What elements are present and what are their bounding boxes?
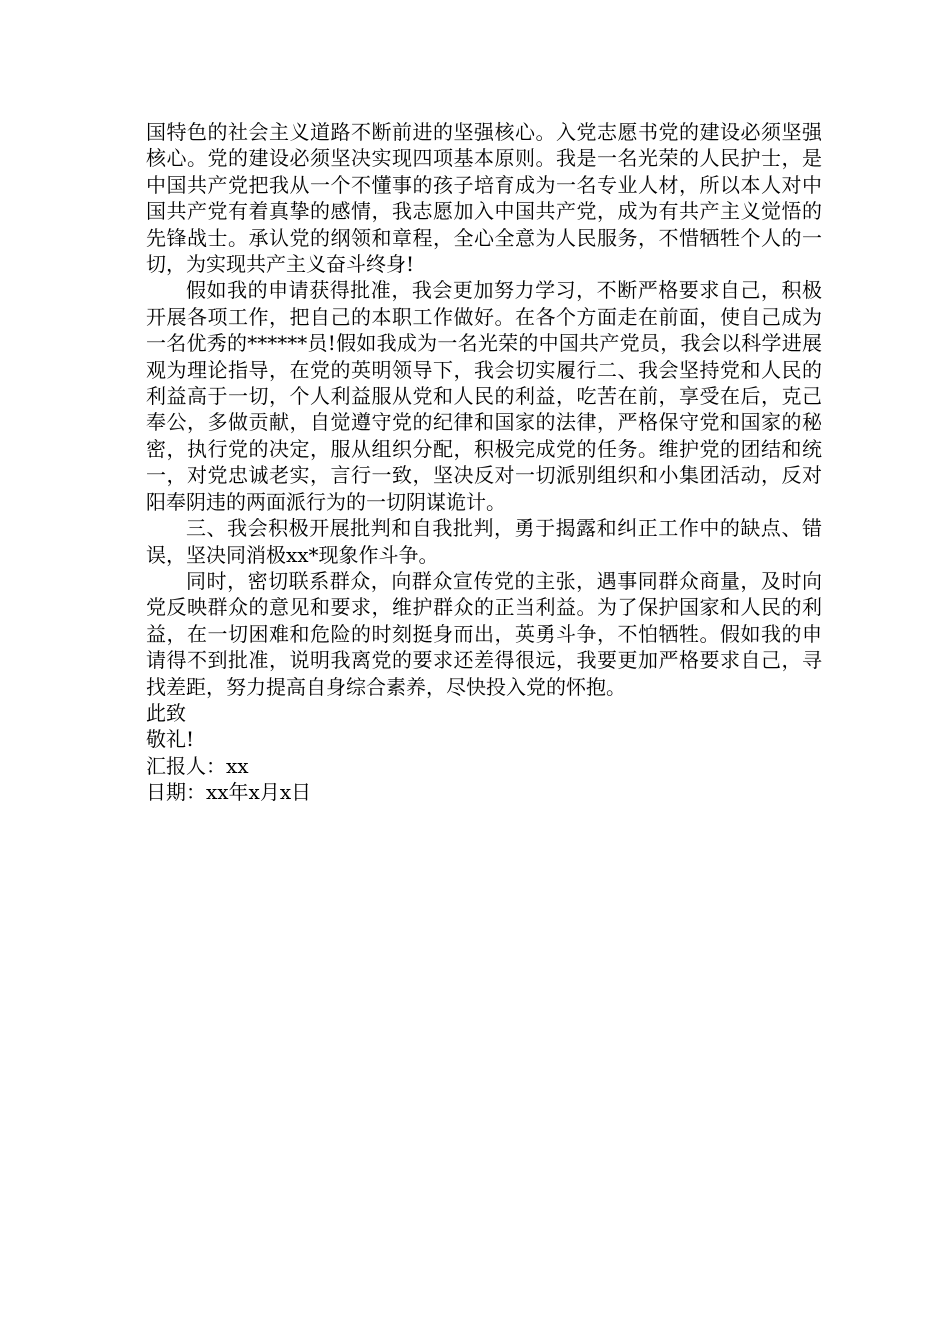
paragraph-2: 假如我的申请获得批准，我会更加努力学习，不断严格要求自己，积极开展各项工作，把自己的本职工作做好。在各个方面走在前面，使自己成为一名优秀的******员!假如我成为一名光荣的中国共产党员，我会以科学进展观为理论指导，在党的英明领导下，我会切实履行二、我会坚持党和人民的利益高于一切，个人利益服从党和人民的利益，吃苦在前，享受在后，克己奉公，多做贡献，自觉遵守党的纪律和国家的法律，严格保守党和国家的秘密，执行党的决定，服从组织分配，积极完成党的任务。维护党的团结和统一，对党忠诚老实，言行一致，坚决反对一切派别组织和小集团活动，反对阳奉阴违的两面派行为的一切阴谋诡计。 <box>146 278 822 514</box>
closing-salutation: 此致 <box>146 700 186 725</box>
date-line: 日期：xx年x月x日 <box>146 780 312 805</box>
paragraph-3: 三、我会积极开展批判和自我批判，勇于揭露和纠正工作中的缺点、错误，坚决同消极xx*现象作斗争。 <box>146 516 822 567</box>
paragraph-1: 国特色的社会主义道路不断前进的坚强核心。入党志愿书党的建设必须坚强核心。党的建设必须坚决实现四项基本原则。我是一名光荣的人民护士，是中国共产党把我从一个不懂事的孩子培育成为一名专业人材，所以本人对中国共产党有着真挚的感情，我志愿加入中国共产党，成为有共产主义觉悟的先锋战士。承认党的纲领和章程，全心全意为人民服务，不惜牺牲个人的一切，为实现共产主义奋斗终身! <box>146 120 822 277</box>
paragraph-4: 同时，密切联系群众，向群众宣传党的主张，遇事同群众商量，及时向党反映群众的意见和要求，维护群众的正当利益。为了保护国家和人民的利益，在一切困难和危险的时刻挺身而出，英勇斗争，不怕牺牲。假如我的申请得不到批准，说明我离党的要求还差得很远，我要更加严格要求自己，寻找差距，努力提高自身综合素养，尽快投入党的怀抱。 <box>146 568 822 699</box>
closing-regards: 敬礼! <box>146 727 195 752</box>
reporter-line: 汇报人：xx <box>146 753 249 778</box>
document-body <box>146 119 822 806</box>
